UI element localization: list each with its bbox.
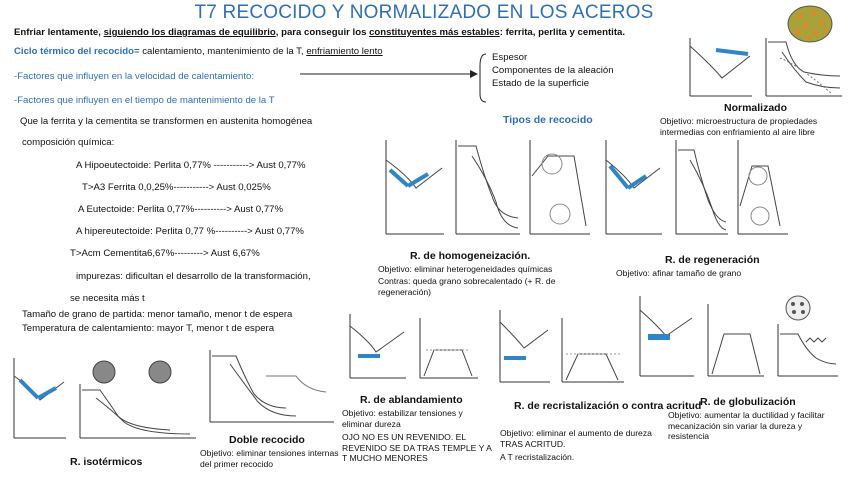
types-heading: Tipos de recocido [503,114,593,126]
impurities-line1: impurezas: dificultan el desarrollo de la transformación, [76,271,311,282]
recristalizacion-note: A T recristalización. [500,452,575,462]
page-title: T7 RECOCIDO Y NORMALIZADO EN LOS ACEROS [194,2,654,23]
intro-part: Enfriar lentamente, [14,27,101,38]
austenite-line1: Que la ferrita y la cementita se transformen en austenita homogénea [20,116,313,127]
doble-title: Doble recocido [229,434,305,446]
austenite-line2: composición química: [22,137,115,148]
factor-item: Espesor [492,52,528,63]
normalizado-diagram [682,36,844,102]
factor-item: Componentes de la aleación [492,65,614,76]
recristalizacion-title: R. de recristalización o contra acritud [514,400,702,412]
austenite-row: T>Acm Cementita6,67%---------> Aust 6,67% [70,248,260,259]
factors-heating: -Factores que influyen en la velocidad de calentamiento: [14,71,254,82]
cycle-underlined: enfriamiento lento [306,46,383,57]
intro-part: : ferrita, perlita y cementita. [499,27,626,38]
intro-part-underlined: siguiendo los diagramas de equilibrio [103,27,276,38]
regeneracion-title: R. de regeneración [665,254,760,266]
factors-holding: -Factores que influyen en el tiempo de mantenimiento de la T [14,95,275,106]
cycle-label: Ciclo térmico del recocido= [14,46,140,57]
isotermicos-diagram [10,354,200,450]
normalizado-objective: Objetivo: microestructura de propiedades intermedias con enfriamiento al aire libre [660,116,818,137]
factor-item: Estado de la superficie [492,78,590,89]
grain-size-line: Tamaño de grano de partida: menor tamaño, menor t de espera [22,309,293,320]
austenite-row: A Hipoeutectoide: Perlita 0,77% -----------> Aust 0,77% [76,160,306,171]
impurities-line2: se necesita más t [70,293,145,304]
regeneracion-objective: Objetivo: afinar tamaño de grano [616,268,742,278]
recristalizacion-diagram [496,308,626,390]
cycle-text: calentamiento, mantenimiento de la T, [139,46,304,57]
homogeneizacion-title: R. de homogeneización. [410,250,531,262]
doble-objective: Objetivo: eliminar tensiones internas del primer recocido [200,448,339,469]
austenite-row: A hipereutectoide: Perlita 0,77 %----------> Aust 0,77% [76,226,304,237]
factor-list [492,52,614,90]
austenite-row: A Eutectoide: Perlita 0,77%----------> Aust 0,77% [78,204,284,215]
isotermicos-title: R. isotérmicos [70,456,143,468]
ablandamiento-objective: Objetivo: estabilizar tensiones y eliminar dureza [342,408,463,429]
homogeneizacion-diagram [380,136,592,248]
normalizado-title: Normalizado [724,102,788,114]
ablandamiento-note: OJO NO ES UN REVENIDO. EL REVENIDO SE DA TRAS TEMPLE Y A T MUCHO MENORES [342,432,492,464]
globulizacion-title: R. de globulización [700,396,796,408]
globulizacion-diagram [636,294,840,384]
globulizacion-objective: Objetivo: aumentar la ductilidad y facilitar mecanización sin variar la dureza y resistencia [668,410,825,442]
cycle-line [14,46,383,58]
ablandamiento-diagram [346,312,480,384]
doble-recocido-diagram [206,346,336,430]
intro-text [14,27,625,39]
recristalizacion-objective: Objetivo: eliminar el aumento de dureza TRAS ACRITUD. [500,428,652,449]
temperature-line: Temperatura de calentamiento: mayor T, menor t de espera [22,323,275,334]
ablandamiento-title: R. de ablandamiento [360,394,463,406]
arrow-icon [300,66,490,106]
homogeneizacion-objective: Objetivo: eliminar heterogeneidades químicas [378,264,553,274]
intro-part: , para conseguir los [275,27,367,38]
intro-part-underlined: constituyentes más estables [369,27,500,38]
austenite-row: T>A3 Ferrita 0,0,25%-----------> Aust 0,025% [82,182,271,193]
homogeneizacion-contras: Contras: queda grano sobrecalentado (+ R. de regeneración) [378,276,556,297]
regeneracion-diagram [600,136,790,248]
